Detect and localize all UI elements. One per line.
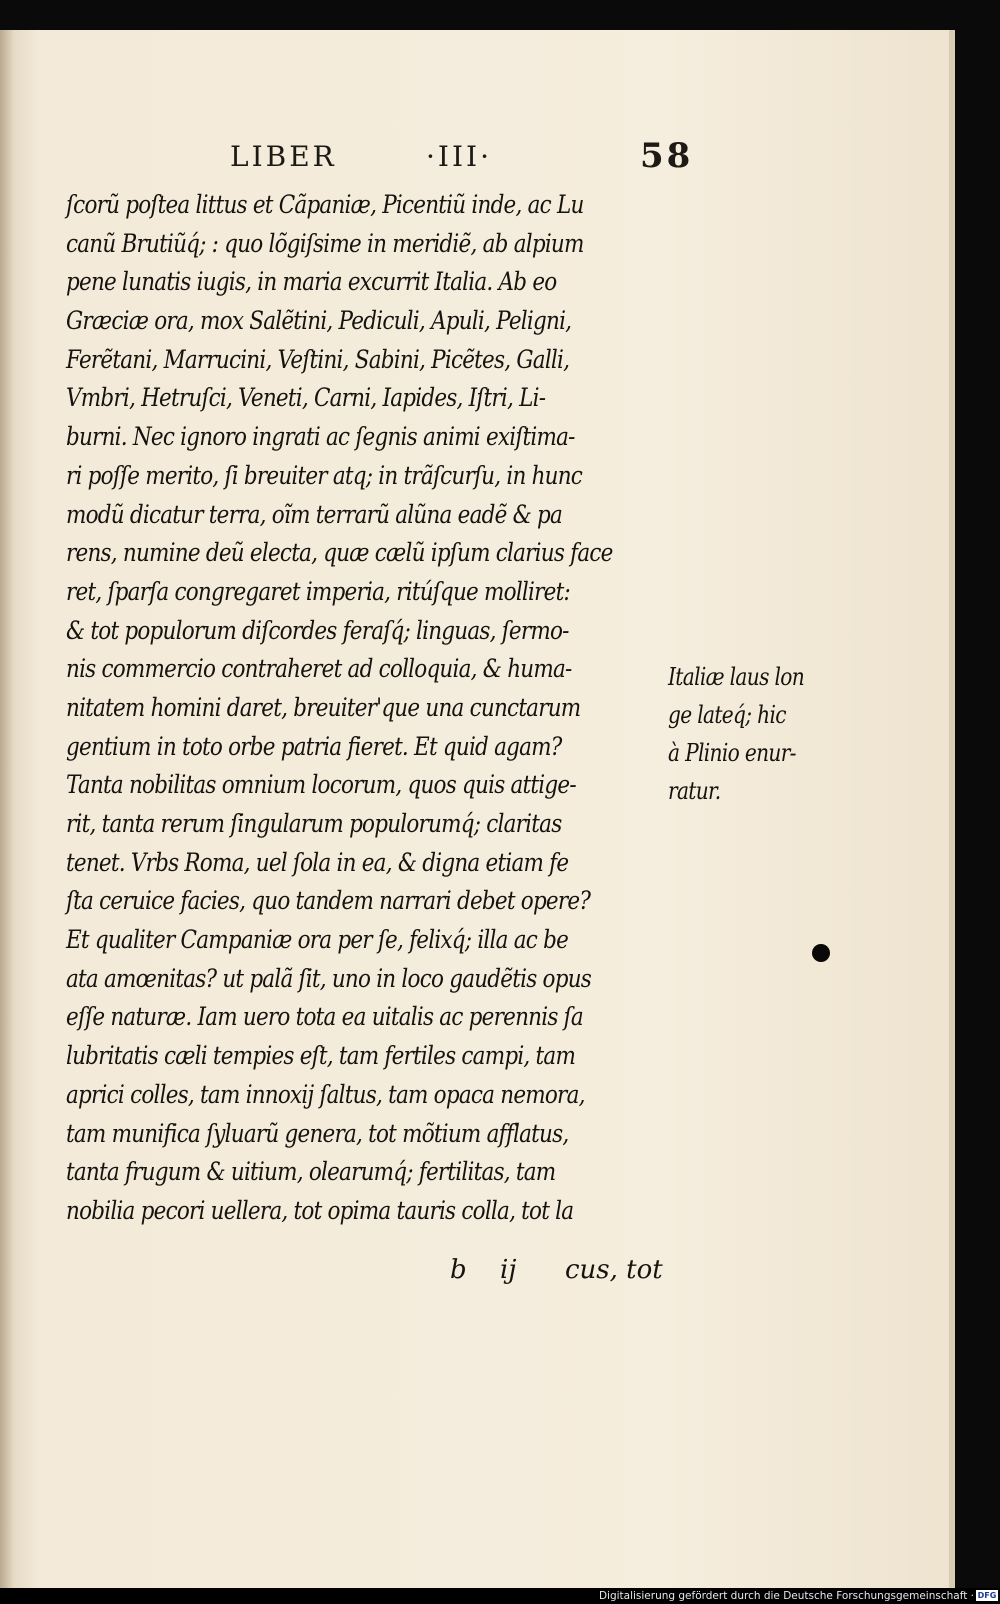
ink-dot-mark <box>812 944 830 962</box>
text-line: ata amœnitas? ut palã ſit, uno in loco gaudẽtis opus <box>66 963 592 993</box>
text-line: Ferẽtani, Marrucini, Veſtini, Sabini, Picẽtes, Galli, <box>66 344 570 374</box>
text-line: aprici colles, tam innoxij ſaltus, tam opaca nemora, <box>66 1079 585 1109</box>
footer-bar <box>0 1588 1000 1604</box>
text-line: rit, tanta rerum ſingularum populorumq́; claritas <box>66 809 562 838</box>
text-line: ri poſſe merito, ſi breuiter atq; in trãſcurſu, in hunc <box>66 460 583 490</box>
text-line: ſcorũ poſtea littus et Cãpaniæ, Picentiũ inde, ac Lu <box>66 190 584 219</box>
text-line: gentium in toto orbe patria fieret. Et quid agam? <box>66 731 562 761</box>
text-line: ſta ceruice facies, quo tandem narrari debet opere? <box>66 886 591 916</box>
text-line: nobilia pecori uellera, tot opima tauris colla, tot la <box>66 1195 574 1225</box>
text-line: & tot populorum diſcordes feraſq́; linguas, ſermo- <box>66 615 569 645</box>
signature-mark: b <box>450 1255 467 1285</box>
text-line: lubritatis cæli tempies eſt, tam fertiles campi, tam <box>66 1041 576 1071</box>
text-line: tam munifica ſyluarũ genera, tot mõtium afflatus, <box>66 1118 569 1148</box>
marginal-note-line: ratur. <box>668 777 721 805</box>
text-line: modũ dicatur terra, oĩm terrarũ alũna eadẽ & pa <box>66 499 563 529</box>
text-line: Et qualiter Campaniæ ora per ſe, felixq́; illa ac be <box>66 925 569 955</box>
signature-number: ij <box>500 1255 517 1285</box>
text-line: Vmbri, Hetruſci, Veneti, Carni, Iapides, Iſtri, Li- <box>66 383 546 413</box>
text-line: ret, ſparſa congregaret imperia, ritúſque molliret: <box>66 576 570 606</box>
running-head-title: LIBER <box>230 140 337 173</box>
text-line: Græciæ ora, mox Salẽtini, Pediculi, Apuli, Peligni, <box>66 306 572 336</box>
text-line: pene lunatis iugis, in maria excurrit Italia. Ab eo <box>66 267 557 297</box>
running-head-book-number: ·III· <box>426 140 492 173</box>
text-line: tanta frugum & uitium, olearumq́; fertilitas, tam <box>66 1157 556 1187</box>
text-line: tenet. Vrbs Roma, uel ſola in ea, & digna etiam fe <box>66 847 569 877</box>
marginal-note-line: à Plinio enur- <box>668 739 796 767</box>
text-line: Tanta nobilitas omnium locorum, quos quis attige- <box>66 770 576 800</box>
folio-number: 58 <box>640 136 694 176</box>
catchwords <box>450 1255 670 1295</box>
marginal-note-line: ge lateq́; hic <box>668 701 786 729</box>
text-line: nitatem homini daret, breuiter'que una cunctarum <box>66 692 581 722</box>
marginal-note <box>668 658 848 810</box>
dfg-logo: DFG <box>977 1591 997 1600</box>
running-head <box>230 136 694 180</box>
text-line: nis commercio contraheret ad colloquia, & huma- <box>66 654 572 684</box>
marginal-note-line: Italiæ laus lon <box>668 663 805 691</box>
main-text-block <box>66 186 666 1231</box>
catchword: cus, tot <box>565 1255 663 1285</box>
text-line: rens, numine deũ electa, quæ cælũ ipſum clarius face <box>66 538 613 568</box>
footer-credit: Digitalisierung gefördert durch die Deutsche Forschungsgemeinschaft · <box>598 1590 974 1602</box>
text-line: burni. Nec ignoro ingrati ac ſegnis animi exiſtima- <box>66 422 575 452</box>
text-line: eſſe naturæ. Iam uero tota ea uitalis ac perennis ſa <box>66 1002 583 1032</box>
text-line: canũ Brutiũq́; : quo lõgiſsime in meridiẽ, ab alpium <box>66 228 584 258</box>
